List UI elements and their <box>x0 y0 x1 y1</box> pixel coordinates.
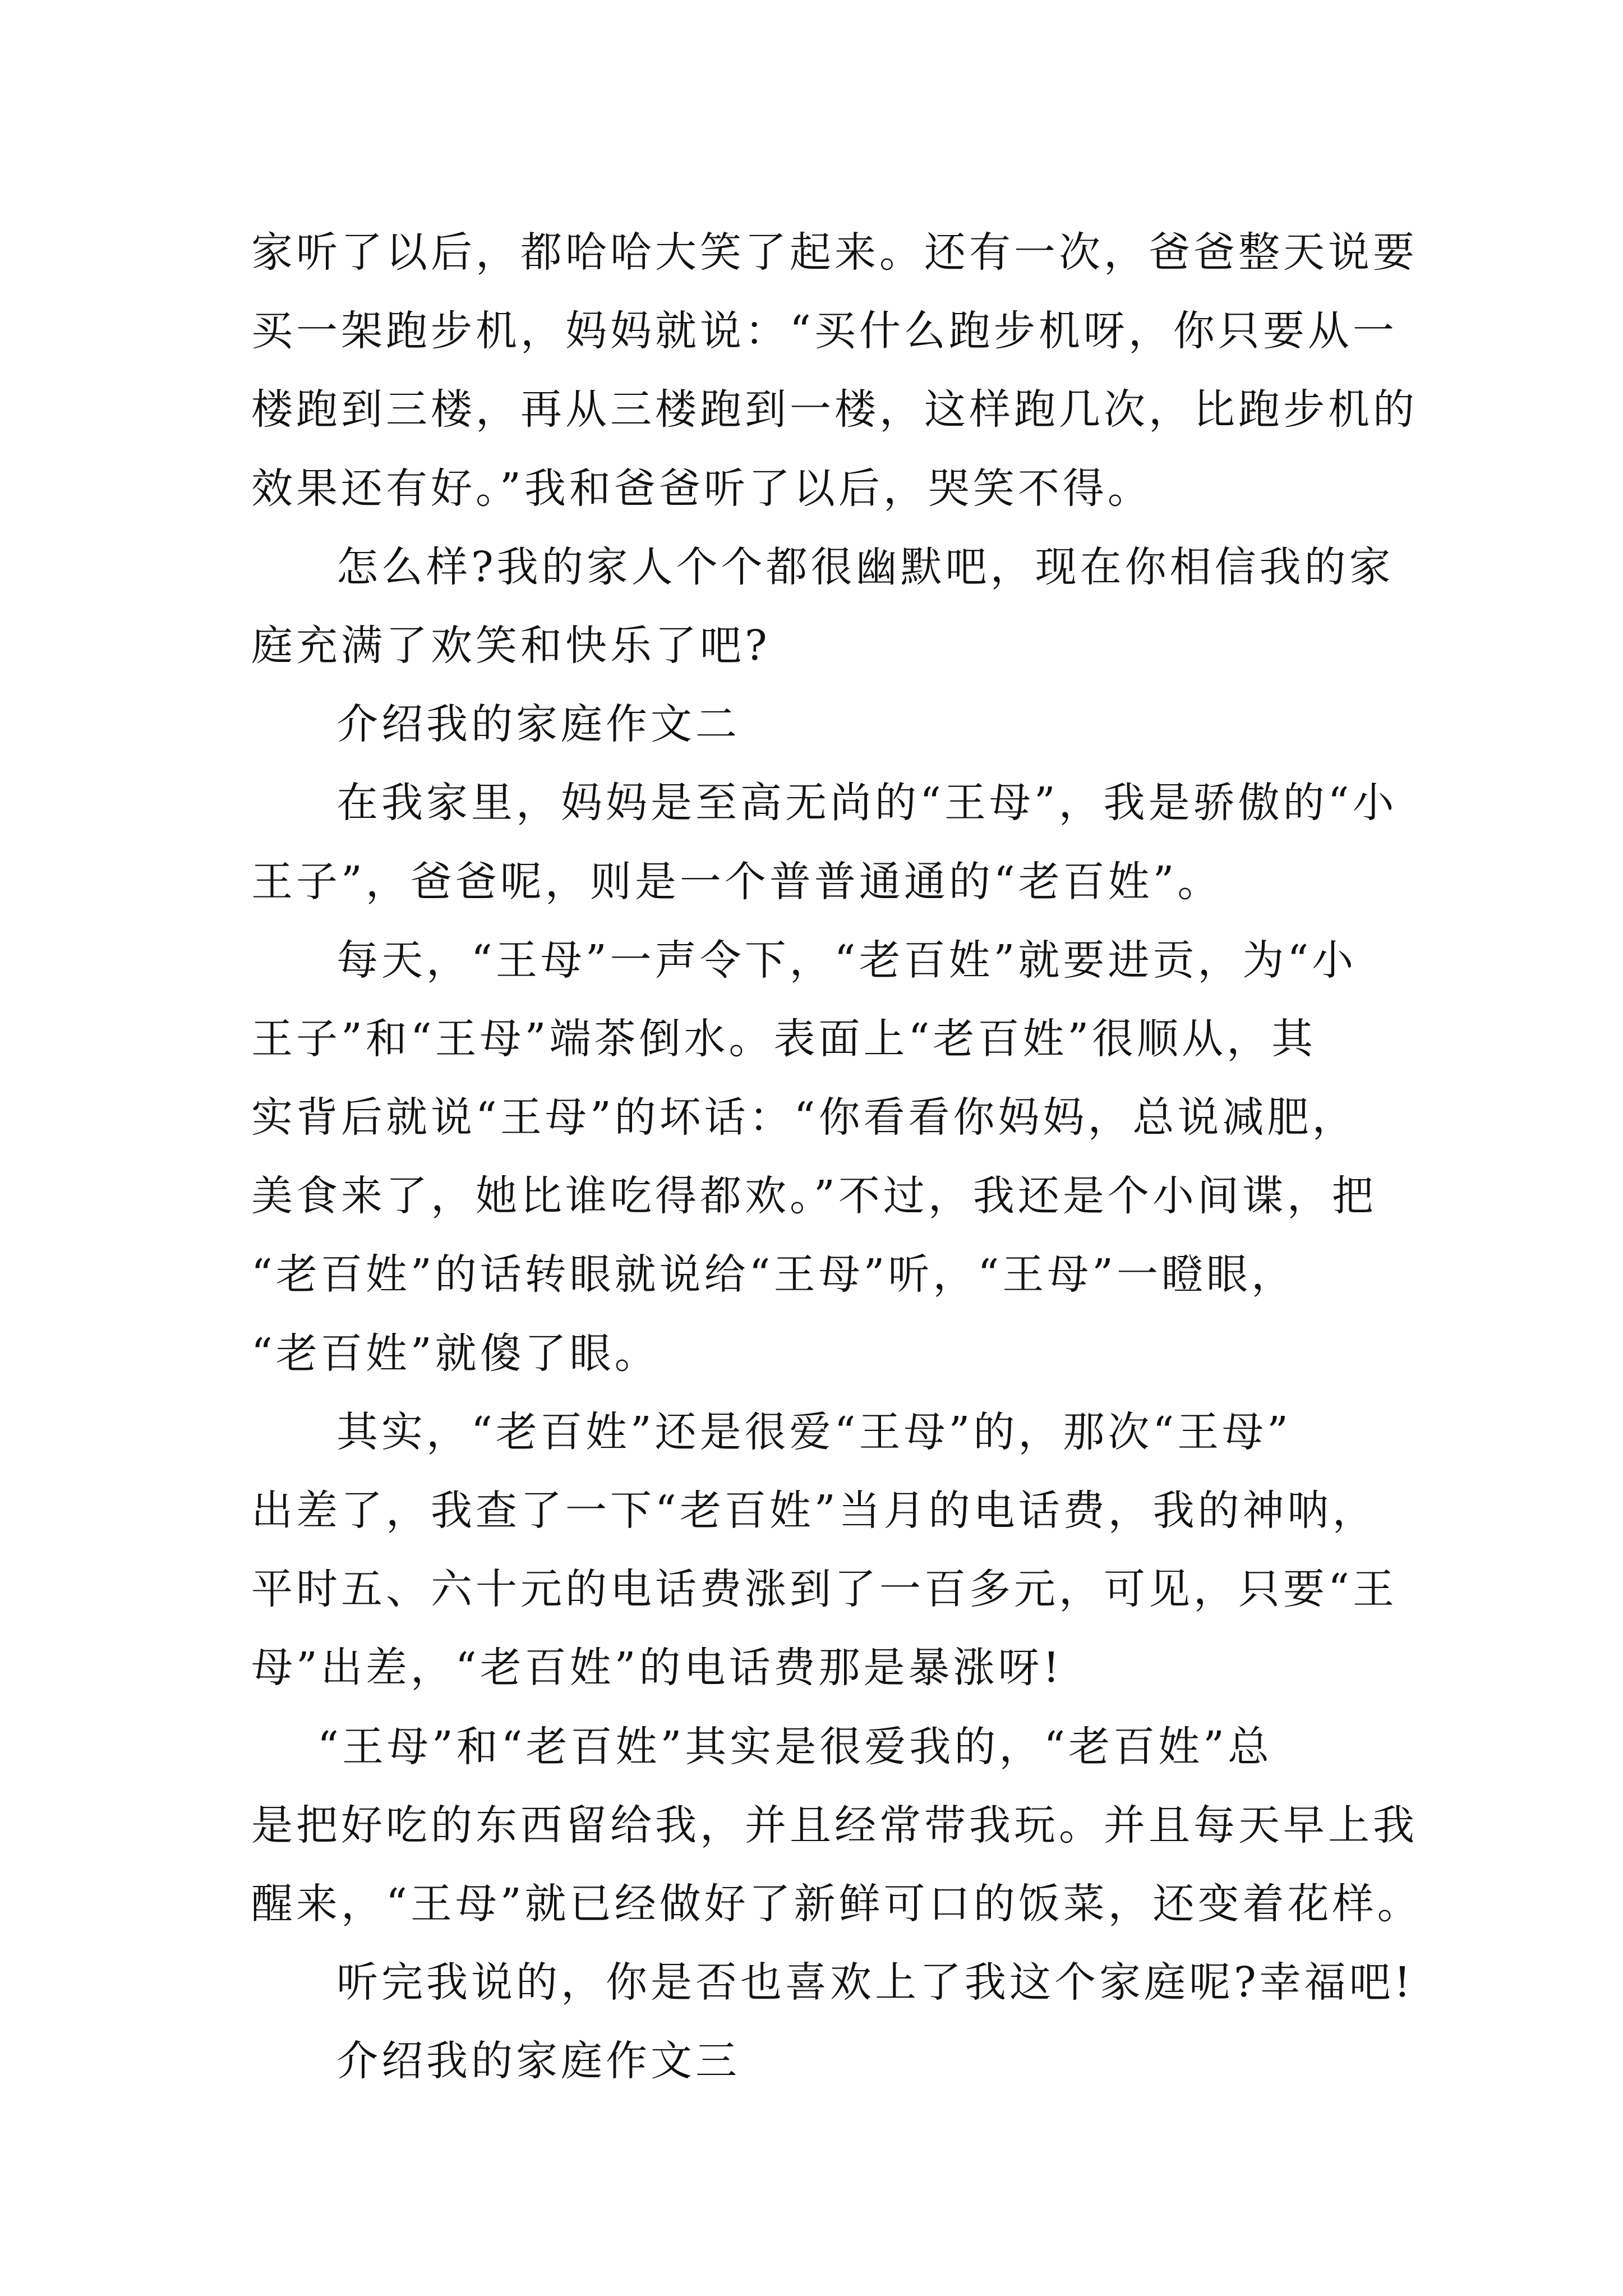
text-line: 出差了，我查了一下“老百姓”当月的电话费，我的神呐， <box>251 1487 1377 1535</box>
text-line: 醒来，“王母”就已经做好了新鲜可口的饭菜，还变着花样。 <box>251 1879 1422 1928</box>
text-line: “老百姓”的话转眼就说给“王母”听，“王母”一瞪眼， <box>251 1250 1296 1299</box>
text-line: “老百姓”就傻了眼。 <box>251 1329 660 1378</box>
text-line: 其实，“老百姓”还是很爱“王母”的，那次“王母” <box>336 1407 1292 1456</box>
text-line: 实背后就说“王母”的坏话：“你看看你妈妈，总说减肥， <box>251 1093 1357 1142</box>
essay-body <box>251 213 1422 2101</box>
section-heading: 介绍我的家庭作文二 <box>336 700 740 749</box>
text-line: 家听了以后，都哈哈大笑了起来。还有一次，爸爸整天说要 <box>251 228 1418 277</box>
text-line: 在我家里，妈妈是至高无尚的“王母”，我是骄傲的“小 <box>336 779 1398 827</box>
text-line: 母”出差，“老百姓”的电话费那是暴涨呀! <box>251 1644 1063 1692</box>
text-line: 平时五、六十元的电话费涨到了一百多元，可见，只要“王 <box>251 1565 1398 1614</box>
text-line: 楼跑到三楼，再从三楼跑到一楼，这样跑几次，比跑步机的 <box>251 385 1418 434</box>
text-line: 美食来了，她比谁吃得都欢。”不过，我还是个小间谍，把 <box>251 1172 1377 1221</box>
text-line: 听完我说的，你是否也喜欢上了我这个家庭呢?幸福吧! <box>336 1958 1414 2007</box>
text-line: 是把好吃的东西留给我，并且经常带我玩。并且每天早上我 <box>251 1801 1418 1849</box>
text-line: 王子”，爸爸呢，则是一个普普通通的“老百姓”。 <box>251 857 1223 906</box>
text-line: 怎么样?我的家人个个都很幽默吧，现在你相信我的家 <box>336 542 1394 591</box>
text-line: 买一架跑步机，妈妈就说：“买什么跑步机呀，你只要从一 <box>251 307 1398 356</box>
section-heading: 介绍我的家庭作文三 <box>336 2037 740 2086</box>
text-line: “王母”和“老百姓”其实是很爱我的，“老百姓”总 <box>317 1722 1272 1771</box>
text-line: 王子”和“王母”端茶倒水。表面上“老百姓”很顺从，其 <box>251 1014 1317 1063</box>
text-line: 每天，“王母”一声令下，“老百姓”就要进贡，为“小 <box>336 936 1357 984</box>
text-line: 庭充满了欢笑和快乐了吧? <box>251 621 771 670</box>
text-line: 效果还有好。”我和爸爸听了以后，哭笑不得。 <box>251 464 1152 513</box>
